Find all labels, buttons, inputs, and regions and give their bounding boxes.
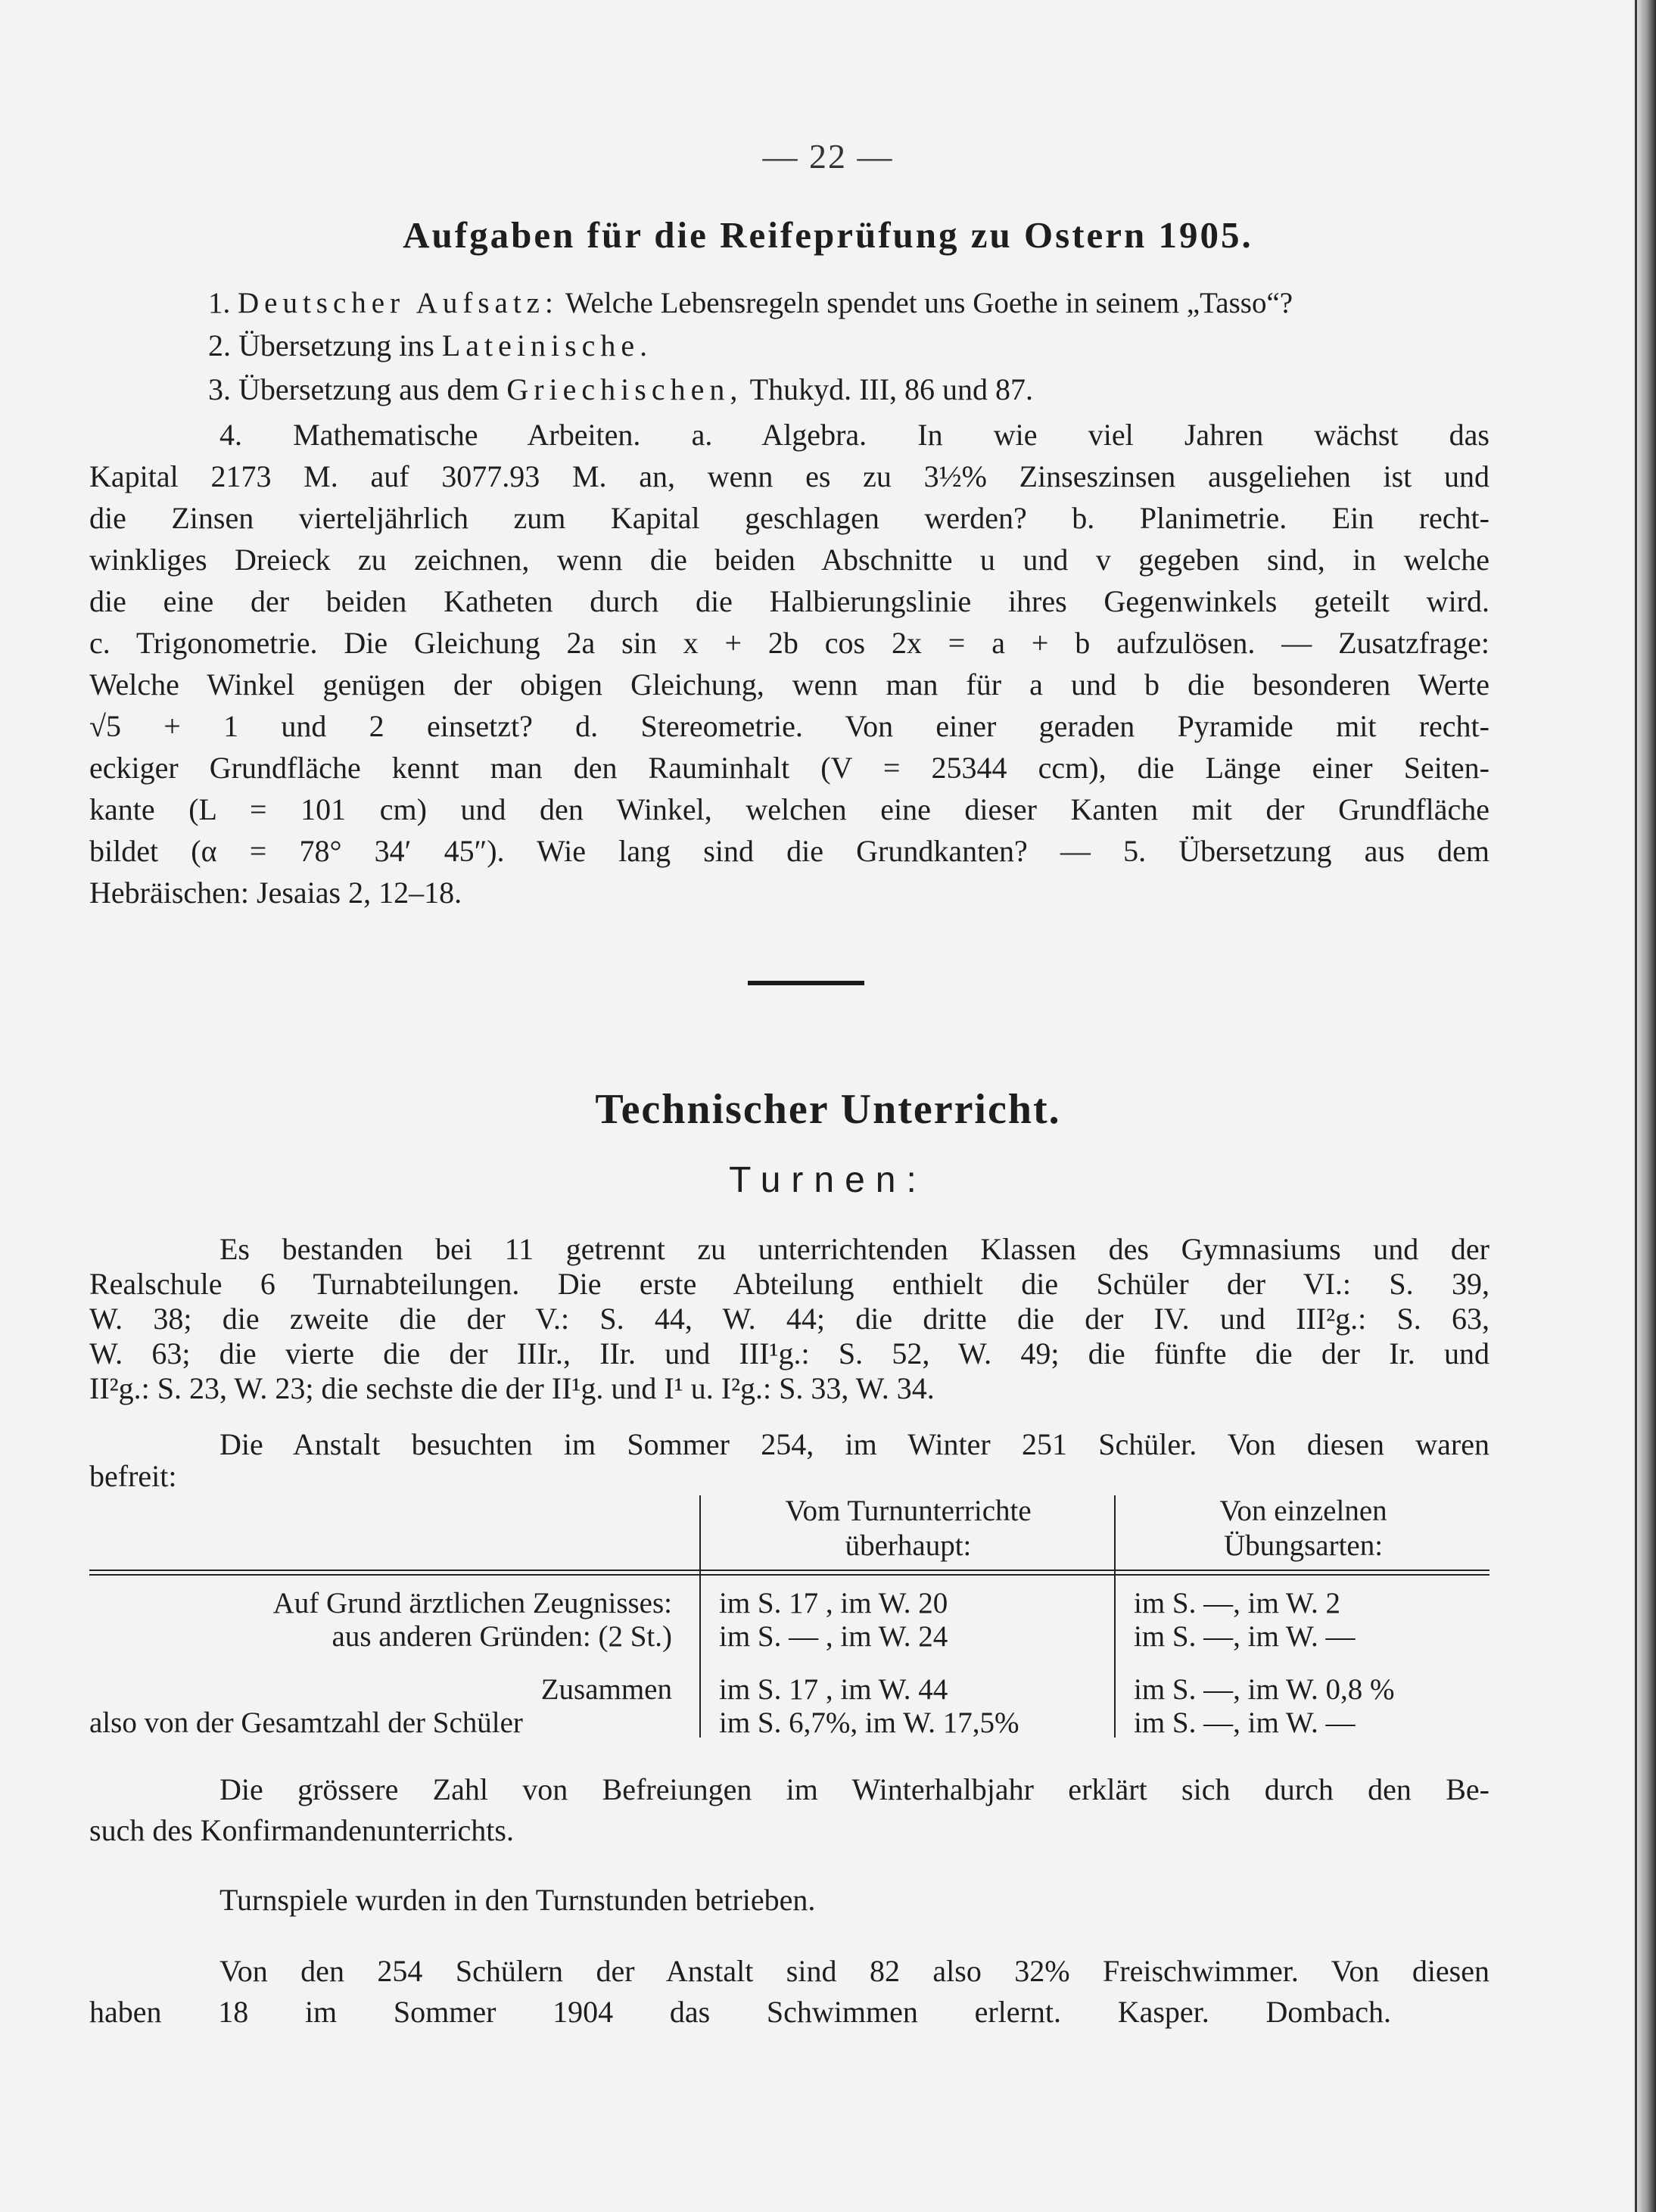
math-task-line: winkliges Dreieck zu zeichnen, wenn die beiden Abschnitte u und v gegeben sind, in welche <box>89 543 1489 577</box>
table-row-label: Auf Grund ärztlichen Zeugnisses: <box>272 1587 672 1619</box>
paragraph-line: Es bestanden bei 11 getrennt zu unterrichtenden Klassen des Gymnasiums und der <box>219 1232 1489 1266</box>
math-task-line: Kapital 2173 M. auf 3077.93 M. an, wenn es zu 3½% Zinseszinsen ausgeliehen ist und <box>89 459 1489 493</box>
task-text-pre: Übersetzung aus dem <box>238 372 500 406</box>
table-header-rule <box>89 1570 1489 1571</box>
paragraph-line: such des Konfirmandenunterrichts. <box>89 1813 514 1847</box>
task-item-1 <box>208 286 1495 320</box>
task-topic: Lateinische. <box>441 328 653 362</box>
table-cell: im S. —, im W. 0,8 % <box>1134 1673 1395 1706</box>
paragraph-line: Realschule 6 Turnabteilungen. Die erste Abteilung enthielt die Schüler der VI.: S. 39, <box>89 1267 1489 1301</box>
table-header-col2: Von einzelnen <box>1219 1495 1387 1527</box>
math-task-line: die eine der beiden Katheten durch die Halbierungslinie ihres Gegenwinkels geteilt wird. <box>89 584 1489 618</box>
exemption-table <box>89 1483 1489 1741</box>
table-cell: im S. — , im W. 24 <box>719 1620 948 1653</box>
paragraph-line: Die grössere Zahl von Befreiungen im Winterhalbjahr erklärt sich durch den Be- <box>219 1772 1489 1806</box>
math-task-line: Welche Winkel genügen der obigen Gleichung, wenn man für a und b die besonderen Werte <box>89 667 1489 702</box>
math-task-line: bildet (α = 78° 34′ 45″). Wie lang sind die Grundkanten? — 5. Übersetzung aus dem <box>89 834 1489 868</box>
paragraph-line: W. 63; die vierte die der IIIr., IIr. und III¹g.: S. 52, W. 49; die fünfte die der Ir. und <box>89 1336 1489 1370</box>
table-header-col2: Übungsarten: <box>1223 1529 1384 1562</box>
table-header-rule <box>89 1574 1489 1576</box>
math-task-line: eckiger Grundfläche kennt man den Rauminhalt (V = 25344 ccm), die Länge einer Seiten- <box>89 751 1489 785</box>
table-divider <box>1114 1495 1116 1738</box>
paragraph-line: Turnspiele wurden in den Turnstunden betrieben. <box>219 1883 816 1917</box>
table-cell: im S. —, im W. 2 <box>1134 1587 1341 1619</box>
task-item-2 <box>208 328 652 363</box>
paragraph-line: haben 18 im Sommer 1904 das Schwimmen erlernt. Kasper. Dombach. <box>89 1995 1391 2029</box>
table-row-label: aus anderen Gründen: (2 St.) <box>332 1620 672 1653</box>
paragraph-line: befreit: <box>89 1459 177 1493</box>
paragraph-line: Die Anstalt besuchten im Sommer 254, im Winter 251 Schüler. Von diesen waren <box>219 1427 1489 1461</box>
task-topic: Griechischen, <box>506 372 743 406</box>
table-cell: im S. 6,7%, im W. 17,5% <box>719 1706 1019 1739</box>
math-task-line: c. Trigonometrie. Die Gleichung 2a sin x + 2b cos 2x = a + b aufzulösen. — Zusatzfrage: <box>89 626 1489 660</box>
subsection-title-turnen: Turnen: <box>729 1160 927 1200</box>
task-number: 3. <box>208 372 231 406</box>
section-divider <box>748 981 864 985</box>
section-title-technischer-unterricht: Technischer Unterricht. <box>595 1086 1061 1133</box>
task-text: Thukyd. III, 86 und 87. <box>749 372 1034 406</box>
task-number: 2. <box>208 328 231 362</box>
task-number: 1. <box>208 287 231 319</box>
math-task-line: die Zinsen vierteljährlich zum Kapital geschlagen werden? b. Planimetrie. Ein recht- <box>89 501 1489 535</box>
task-text: Welche Lebensregeln spendet uns Goethe in seinem „Tasso“? <box>565 287 1293 319</box>
math-task-line: 4. Mathematische Arbeiten. a. Algebra. In wie viel Jahren wächst das <box>219 418 1489 452</box>
table-cell: im S. —, im W. — <box>1134 1620 1356 1653</box>
table-header-col1: Vom Turnunterrichte <box>785 1495 1032 1527</box>
paragraph-line: II²g.: S. 23, W. 23; die sechste die der II¹g. und I¹ u. I²g.: S. 33, W. 34. <box>89 1371 935 1405</box>
table-cell: im S. —, im W. — <box>1134 1706 1356 1739</box>
table-header-col1: überhaupt: <box>845 1529 972 1562</box>
table-row-label: Zusammen <box>540 1673 672 1706</box>
table-row-label: also von der Gesamtzahl der Schüler <box>89 1706 523 1739</box>
page-number: — 22 — <box>762 137 894 176</box>
table-divider <box>699 1495 701 1738</box>
paragraph-line: W. 38; die zweite die der V.: S. 44, W. 44; die dritte die der IV. und III²g.: S. 63, <box>89 1302 1489 1336</box>
task-text: Übersetzung ins <box>238 328 434 362</box>
section-title-reifepruefung: Aufgaben für die Reifeprüfung zu Ostern 1905. <box>403 214 1253 256</box>
table-cell: im S. 17 , im W. 44 <box>719 1673 948 1706</box>
math-task-line: kante (L = 101 cm) und den Winkel, welchen eine dieser Kanten mit der Grundfläche <box>89 792 1489 826</box>
table-cell: im S. 17 , im W. 20 <box>719 1587 948 1619</box>
math-task-line: Hebräischen: Jesaias 2, 12–18. <box>89 876 462 910</box>
task-topic: Deutscher Aufsatz: <box>238 287 559 319</box>
paragraph-line: Von den 254 Schülern der Anstalt sind 82 also 32% Freischwimmer. Von diesen <box>219 1954 1489 1988</box>
task-item-3 <box>208 372 1033 407</box>
math-task-line: √5 + 1 und 2 einsetzt? d. Stereometrie. Von einer geraden Pyramide mit recht- <box>89 709 1489 743</box>
